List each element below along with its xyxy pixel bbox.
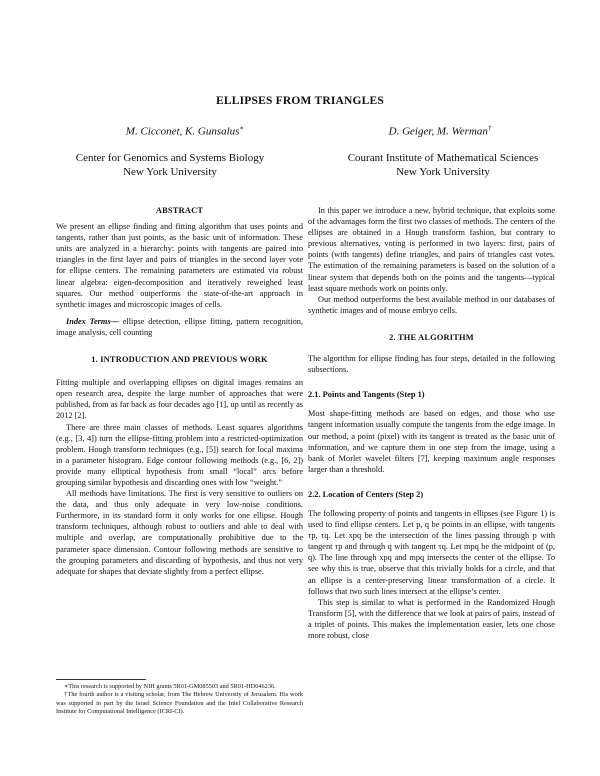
affiliation-left: Center for Genomics and Systems Biology New York University [75,152,265,178]
right-paragraph-2: Our method outperforms the best available method in our databases of synthetic images and of mouse embryo cells. [308,294,555,315]
authors-right: D. Geiger, M. Werman† [388,124,492,138]
abstract-heading: ABSTRACT [155,206,204,215]
section-1-paragraph-3: All methods have limitations. The first is very sensitive to outliers on the data, and thus only adequate in very low-noise conditions. Furthermore, in its standard form it only works for one ellipse. Hough transform techniques, although robust to outliers and able to deal with multiple and overlap, are computationally prohibitive due to the parameter space dimension. Contour following methods are sensitive to the grouping parameters and discarding of hypothesis, and thus not very adequate for shapes that deviate slightly from a perfect ellipse. [56,489,303,576]
right-column [308,205,555,641]
footnote-1: ∗This research is supported by NIH grants 5R01-GM085503 and 5R01-HD046236. [64,683,276,690]
section-2-2-heading: 2.2. Location of Centers (Step 2) [308,489,424,499]
right-paragraph-1: In this paper we introduce a new, hybrid technique, that exploits some of the advantages form the first two classes of methods. The centers of the ellipses are obtained in a Hough transform fashion, but contrary to previous alternatives, voting is performed in two layers: first, pairs of points (with tangents) define triangles, and pairs of triangles cast votes. The estimation of the remaining parameters is based on the solution of a linear system that depends both on the points and the tangents—typical least square methods work on points only. [308,206,555,293]
footnote-rule [56,679,146,680]
section-2-1-heading: 2.1. Points and Tangents (Step 1) [308,390,425,400]
affiliation-right: Courant Institute of Mathematical Sciences New York University [347,152,539,178]
section-2-1-text: Most shape-fitting methods are based on edges, and those who use tangent information usually compute the tangents from the edge image. In our method, a point (pixel) with its tangent is treated as the basic unit of information, and we capture them in one step from the image, using a bank of Morlet wavelet filters [7], keeping maximum angle responses larger than a threshold. [308,409,555,474]
section-1-heading: 1. INTRODUCTION AND PREVIOUS WORK [91,355,268,365]
section-2-intro: The algorithm for ellipse finding has four steps, detailed in the following subsections. [308,354,555,375]
section-1-paragraph-1: Fitting multiple and overlapping ellipses on digital images remains an open research area, despite the large number of approaches that were published, from as far back as four decades ago [1], up until as recently as 2012 [2]. [56,378,303,421]
section-2-heading: 2. THE ALGORITHM [389,332,474,342]
section-1-paragraph-2: There are three main classes of methods. Least squares algorithms (e.g., [3, 4]) turn the ellipse-fitting problem into a restricted-optimization problem. Hough transform techniques (e.g., [5]) search for local maxima in a parameter histogram. Edge contour following methods (e.g., [6, 2]) provide many elliptical hypothesis from small “local” arcs before grouping similar hypothesis and discarding ones with low “weight.” [56,422,303,487]
footnotes [56,683,303,716]
paper-title: ELLIPSES FROM TRIANGLES [216,95,384,107]
authors-left: M. Cicconet, K. Gunsalus∗ [125,124,245,138]
abstract-text: We present an ellipse finding and fitting algorithm that uses points and tangents, rather than just points, as the basic unit of information. These units are analyzed in a hierarchy: points with tangents are paired into triangles in the first layer and pairs of triangles in the second layer vote for ellipse centers. The remaining parameters are estimated via robust linear algebra: eigen-decomposition and iteratively reweighed least squares. Our method outperforms the state-of-the-art approach in synthetic images and microscopic images of cells. [56,222,303,309]
left-column [56,205,303,577]
index-terms: Index Terms— ellipse detection, ellipse fitting, pattern recognition, image analysis, cell counting [56,316,304,337]
footnote-2: †The fourth author is a visiting scholar, from The Hebrew University of Jerusalem. His work was supported in part by the Israel Science Foundation and the Intel Collaborative Research Institute for Computational Intelligence (ICRI-CI). [56,691,303,715]
section-2-2-text: The following property of points and tangents in ellipses (see Figure 1) is used to find ellipse centers. Let p, q be points in an ellipse, with tangents τp, τq. Let xpq be the intersection of the lines passing through p with tangent τp and through q with tangent τq. Let mpq be the midpoint of (p, q). The line through xpq and mpq intersects the center of the ellipse. To see why this is true, observe that this trivially holds for a circle, and that an ellipse is a center-preserving linear transformation of a circle. It follows that two such lines intersect at the ellipse’s center. [308,508,555,596]
section-2-2-paragraph-2: This step is similar to what is performed in the Randomized Hough Transform [5], with the difference that we look at pairs of pairs, instead of a triplet of points. This makes the implementation easier, lets one chose more robust, close [308,597,555,640]
